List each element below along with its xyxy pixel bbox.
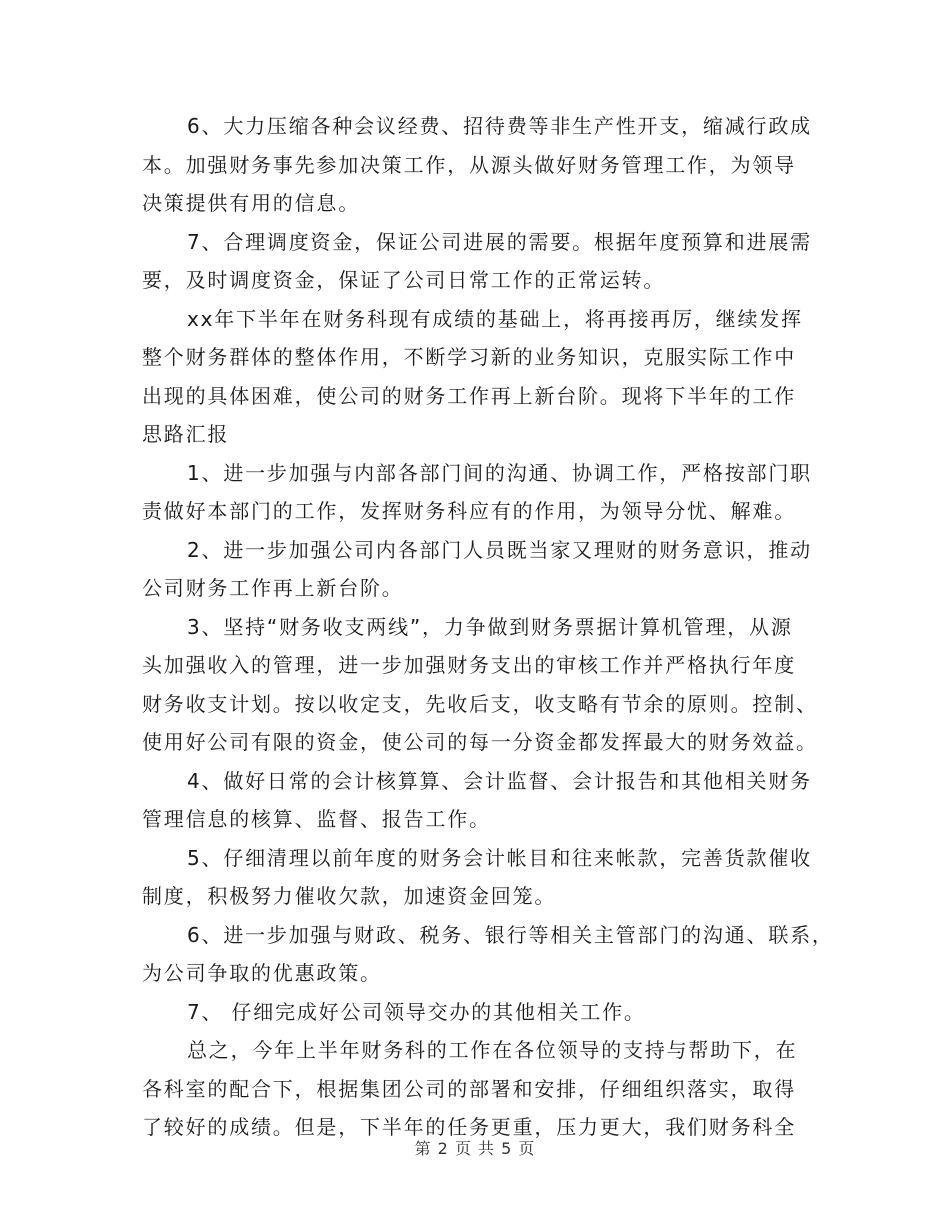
text-line: 整个财务群体的整体作用，不断学习新的业务知识，克服实际工作中	[142, 345, 796, 369]
text-line: 7、合理调度资金，保证公司进展的需要。根据年度预算和进展需	[187, 229, 812, 254]
text-line: 公司财务工作再上新台阶。	[142, 576, 404, 600]
text-line: 出现的具体困难，使公司的财务工作再上新台阶。现将下半年的工作	[142, 383, 796, 408]
text-line: 思路汇报	[142, 422, 230, 446]
text-line: 6、进一步加强与财政、税务、银行等相关主管部门的沟通、联系，	[187, 922, 834, 947]
text-line: 6、大力压缩各种会议经费、招待费等非生产性开支，缩减行政成	[187, 114, 812, 138]
text-line: 本。加强财务事先参加决策工作，从源头做好财务管理工作，为领导	[142, 152, 796, 177]
text-line: 了较好的成绩。但是，下半年的任务更重，压力更大，我们财务科全	[142, 1115, 796, 1139]
text-line: 为公司争取的优惠政策。	[142, 961, 382, 985]
text-line: 要，及时调度资金，保证了公司日常工作的正常运转。	[142, 268, 666, 292]
text-line: 使用好公司有限的资金，使公司的每一分资金都发挥最大的财务效益。	[142, 730, 818, 754]
page-number-footer: 第 2 页 共 5 页	[414, 1139, 536, 1158]
text-line: 2、进一步加强公司内各部门人员既当家又理财的财务意识，推动	[187, 537, 812, 562]
text-line: 头加强收入的管理，进一步加强财务支出的审核工作并严格执行年度	[142, 653, 796, 677]
text-line: 决策提供有用的信息。	[142, 191, 360, 215]
text-line: 5、仔细清理以前年度的财务会计帐目和往来帐款，完善货款催收	[187, 845, 812, 870]
document-body	[142, 107, 834, 1147]
text-line: 3、坚持“财务收支两线”，力争做到财务票据计算机管理，从源	[187, 614, 793, 639]
text-line: xx年下半年在财务科现有成绩的基础上，将再接再厉，继续发挥	[187, 306, 803, 331]
text-line: 财务收支计划。按以收定支，先收后支，收支略有节余的原则。控制、	[142, 691, 818, 716]
text-line: 制度，积极努力催收欠款，加速资金回笼。	[142, 884, 557, 908]
text-line: 管理信息的核算、监督、报告工作。	[142, 807, 491, 831]
text-line: 1、进一步加强与内部各部门间的沟通、协调工作，严格按部门职	[187, 460, 812, 485]
text-line: 4、做好日常的会计核算算、会计监督、会计报告和其他相关财务	[187, 768, 812, 793]
text-line: 7、 仔细完成好公司领导交办的其他相关工作。	[187, 999, 646, 1024]
text-line: 责做好本部门的工作，发挥财务科应有的作用，为领导分忧、解难。	[142, 499, 796, 523]
text-line: 总之，今年上半年财务科的工作在各位领导的支持与帮助下，在	[187, 1038, 798, 1062]
text-line: 各科室的配合下，根据集团公司的部署和安排，仔细组织落实，取得	[142, 1076, 796, 1101]
